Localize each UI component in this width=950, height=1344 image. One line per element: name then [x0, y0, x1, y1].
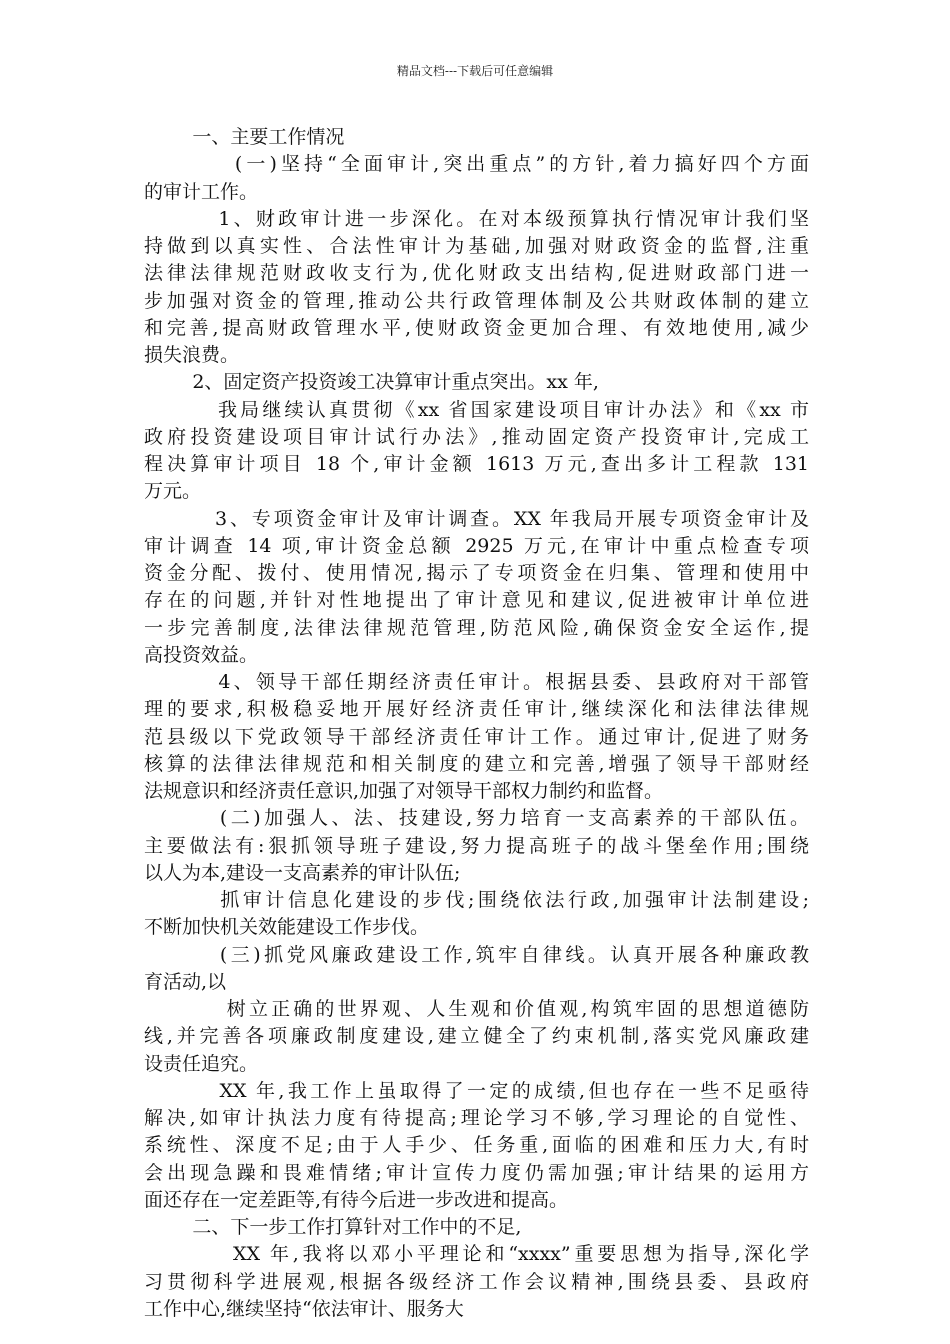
text-line: 核算的法律法律规范和相关制度的建立和完善,增强了领导干部财经	[144, 752, 809, 775]
text-line: 我局继续认真贯彻《xx 省国家建设项目审计办法》和《xx 市	[144, 398, 809, 421]
text-line: 法规意识和经济责任意识,加强了对领导干部权力制约和监督。	[144, 780, 664, 802]
text-line: 3、专项资金审计及审计调查。XX 年我局开展专项资金审计及	[144, 507, 809, 530]
text-line: 系统性、深度不足;由于人手少、任务重,面临的困难和压力大,有时	[144, 1134, 809, 1157]
page-header: 精品文档---下载后可任意编辑	[396, 64, 554, 78]
text-line: 范县级以下党政领导干部经济责任审计工作。通过审计,促进了财务	[144, 725, 809, 748]
text-line: 理的要求,积极稳妥地开展好经济责任审计,继续深化和法律法律规	[144, 698, 809, 721]
document-body	[144, 124, 809, 1323]
text-line: 会出现急躁和畏难情绪;审计宣传力度仍需加强;审计结果的运用方	[144, 1161, 809, 1184]
text-line: XX 年,我工作上虽取得了一定的成绩,但也存在一些不足亟待	[144, 1079, 809, 1102]
text-line: 不断加快机关效能建设工作步伐。	[144, 916, 430, 939]
text-line: 4、领导干部任期经济责任审计。根据县委、县政府对干部管	[144, 671, 809, 693]
text-line: (三)抓党风廉政建设工作,筑牢自律线。认真开展各种廉政教	[144, 943, 809, 966]
text-line: XX 年,我将以邓小平理论和“xxxx”重要思想为指导,深化学	[144, 1243, 809, 1266]
text-line: 万元。	[144, 480, 202, 503]
text-line: (一)坚持“全面审计,突出重点”的方针,着力搞好四个方面	[144, 153, 809, 176]
text-line: 树立正确的世界观、人生观和价值观,构筑牢固的思想道德防	[144, 998, 809, 1020]
text-line: 一步完善制度,法律法律规范管理,防范风险,确保资金安全运作,提	[144, 616, 809, 639]
text-line: 一、主要工作情况	[144, 126, 345, 148]
text-line: 工作中心,继续坚持“依法审计、服务大	[144, 1297, 464, 1320]
text-line: 审计调查 14 项,审计资金总额 2925 万元,在审计中重点检查专项	[144, 534, 809, 557]
text-line: 持做到以真实性、合法性审计为基础,加强对财政资金的监督,注重	[144, 235, 809, 257]
text-line: 法律法律规范财政收支行为,优化财政支出结构,促进财政部门进一	[144, 262, 809, 285]
text-line: 政府投资建设项目审计试行办法》,推动固定资产投资审计,完成工	[144, 425, 809, 448]
text-line: 习贯彻科学进展观,根据各级经济工作会议精神,围绕县委、县政府	[144, 1270, 809, 1293]
text-line: 抓审计信息化建设的步伐;围绕依法行政,加强审计法制建设;	[144, 889, 809, 911]
text-line: 1、财政审计进一步深化。在对本级预算执行情况审计我们坚	[144, 207, 809, 230]
text-line: 二、下一步工作打算针对工作中的不足,	[144, 1216, 522, 1238]
text-line: 以人为本,建设一支高素养的审计队伍;	[144, 861, 461, 884]
text-line: 解决,如审计执法力度有待提高;理论学习不够,学习理论的自觉性、	[144, 1107, 809, 1129]
text-line: 高投资效益。	[144, 643, 259, 666]
text-line: 存在的问题,并针对性地提出了审计意见和建议,促进被审计单位进	[144, 589, 809, 612]
text-line: 线,并完善各项廉政制度建设,建立健全了约束机制,落实党风廉政建	[144, 1025, 809, 1048]
text-line: (二)加强人、法、技建设,努力培育一支高素养的干部队伍。	[144, 807, 809, 830]
text-line: 设责任追究。	[144, 1052, 259, 1075]
text-line: 和完善,提高财政管理水平,使财政资金更加合理、有效地使用,减少	[144, 316, 809, 339]
text-line: 损失浪费。	[144, 344, 240, 366]
text-line: 主要做法有:狠抓领导班子建设,努力提高班子的战斗堡垒作用;围绕	[144, 834, 809, 857]
text-line: 育活动,以	[144, 970, 227, 993]
text-line: 资金分配、拨付、使用情况,揭示了专项资金在归集、管理和使用中	[144, 562, 809, 584]
text-line: 的审计工作。	[144, 180, 259, 203]
text-line: 程决算审计项目 18 个,审计金额 1613 万元,查出多计工程款 131	[144, 453, 809, 475]
text-line: 面还存在一定差距等,有待今后进一步改进和提高。	[144, 1188, 569, 1211]
text-line: 步加强对资金的管理,推动公共行政管理体制及公共财政体制的建立	[144, 289, 809, 312]
text-line: 2、固定资产投资竣工决算审计重点突出。xx 年,	[144, 371, 599, 394]
